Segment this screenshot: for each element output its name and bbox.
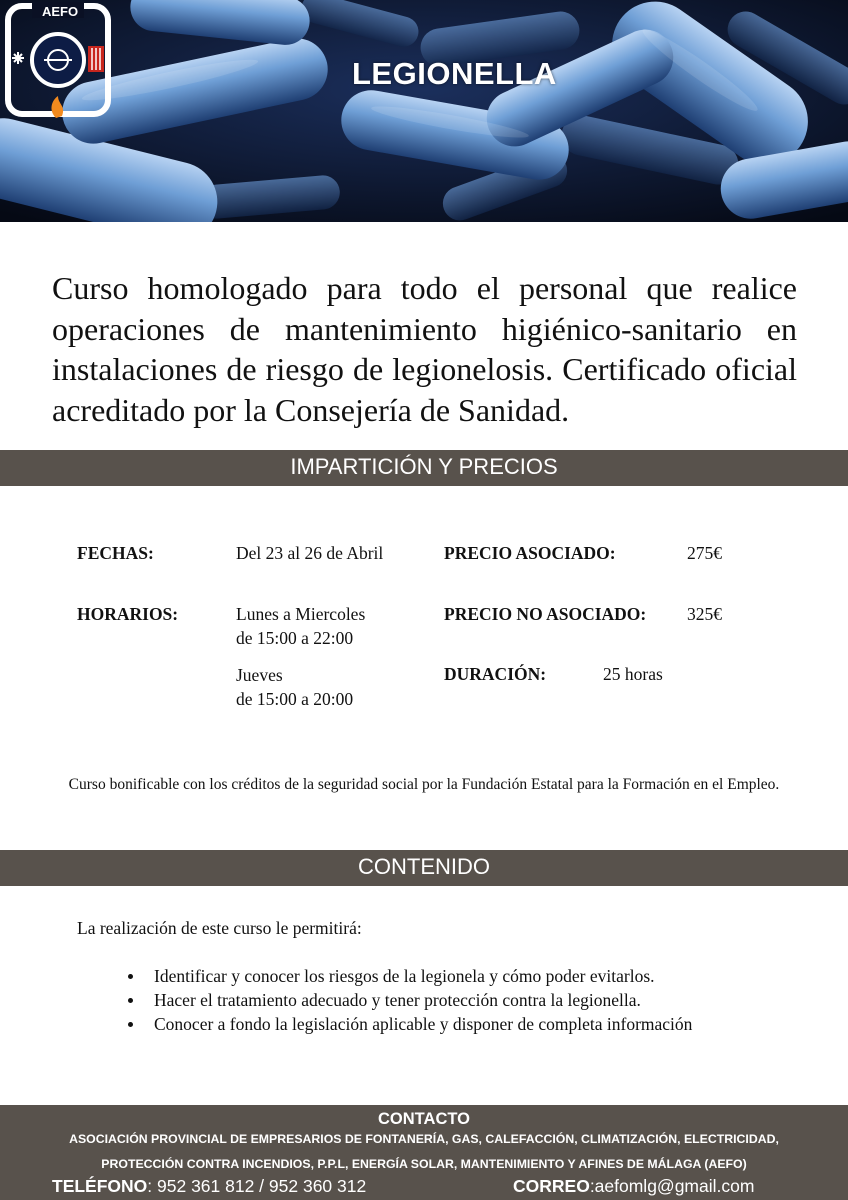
section-header-contenido: CONTENIDO — [0, 850, 848, 886]
horarios-label: HORARIOS: — [77, 604, 179, 624]
contenido-lead: La realización de este curso le permitirá: — [77, 918, 362, 938]
horario-2-time: de 15:00 a 20:00 — [236, 689, 354, 709]
phone-label: TELÉFONO — [52, 1176, 148, 1196]
contact-footer — [0, 1105, 848, 1200]
page-title: LEGIONELLA — [352, 56, 557, 91]
email-value[interactable]: :aefomlg@gmail.com — [589, 1176, 755, 1196]
fechas-value: Del 23 al 26 de Abril — [236, 543, 384, 563]
association-line-2: PROTECCIÓN CONTRA INCENDIOS, P.P.L, ENERGÍA SOLAR, MANTENIMIENTO Y AFINES DE MÁLAGA (AEFO) — [101, 1157, 747, 1171]
bullet-icon — [128, 1022, 133, 1027]
list-item — [126, 1012, 692, 1036]
horario-1-time: de 15:00 a 22:00 — [236, 628, 354, 648]
horario-2-days: Jueves — [236, 665, 283, 685]
association-line-1: ASOCIACIÓN PROVINCIAL DE EMPRESARIOS DE FONTANERÍA, GAS, CALEFACCIÓN, CLIMATIZACIÓN, ELECTRICIDAD, — [69, 1132, 779, 1146]
section-header-imparticion: IMPARTICIÓN Y PRECIOS — [0, 450, 848, 486]
list-item-text: Conocer a fondo la legislación aplicable y disponer de completa información — [154, 1014, 693, 1034]
bacteria-illustration — [0, 0, 848, 222]
bullet-icon — [128, 974, 133, 979]
email-contact — [513, 1176, 754, 1197]
horario-1-days: Lunes a Miercoles — [236, 604, 366, 624]
bullet-icon — [128, 998, 133, 1003]
precio-no-asociado-label: PRECIO NO ASOCIADO: — [444, 604, 647, 624]
aefo-logo — [4, 2, 116, 126]
contact-title: CONTACTO — [378, 1110, 470, 1128]
precio-asociado-value: 275€ — [687, 543, 722, 563]
duracion-value: 25 horas — [603, 664, 663, 684]
email-label: CORREO — [513, 1176, 590, 1196]
phone-contact — [52, 1176, 366, 1197]
list-item — [126, 964, 692, 988]
list-item-text: Hacer el tratamiento adecuado y tener protección contra la legionella. — [154, 990, 641, 1010]
bonificable-note: Curso bonificable con los créditos de la seguridad social por la Fundación Estatal para la Formación en el Empleo. — [68, 776, 780, 793]
list-item — [126, 988, 692, 1012]
list-item-text: Identificar y conocer los riesgos de la legionela y cómo poder evitarlos. — [154, 966, 655, 986]
phone-value[interactable]: : 952 361 812 / 952 360 312 — [147, 1176, 367, 1196]
duracion-label: DURACIÓN: — [444, 664, 547, 684]
fechas-label: FECHAS: — [77, 543, 154, 563]
hero-banner — [0, 0, 848, 222]
precio-asociado-label: PRECIO ASOCIADO: — [444, 543, 616, 563]
precio-no-asociado-value: 325€ — [687, 604, 722, 624]
logo-text: AEFO — [41, 4, 79, 19]
intro-paragraph: Curso homologado para todo el personal que realice operaciones de mantenimiento higiénico-sanitario en instalaciones de riesgo de legionelosis. Certificado oficial acreditado por la Consejería de Sanidad. — [52, 270, 797, 428]
contenido-list — [126, 964, 692, 1036]
